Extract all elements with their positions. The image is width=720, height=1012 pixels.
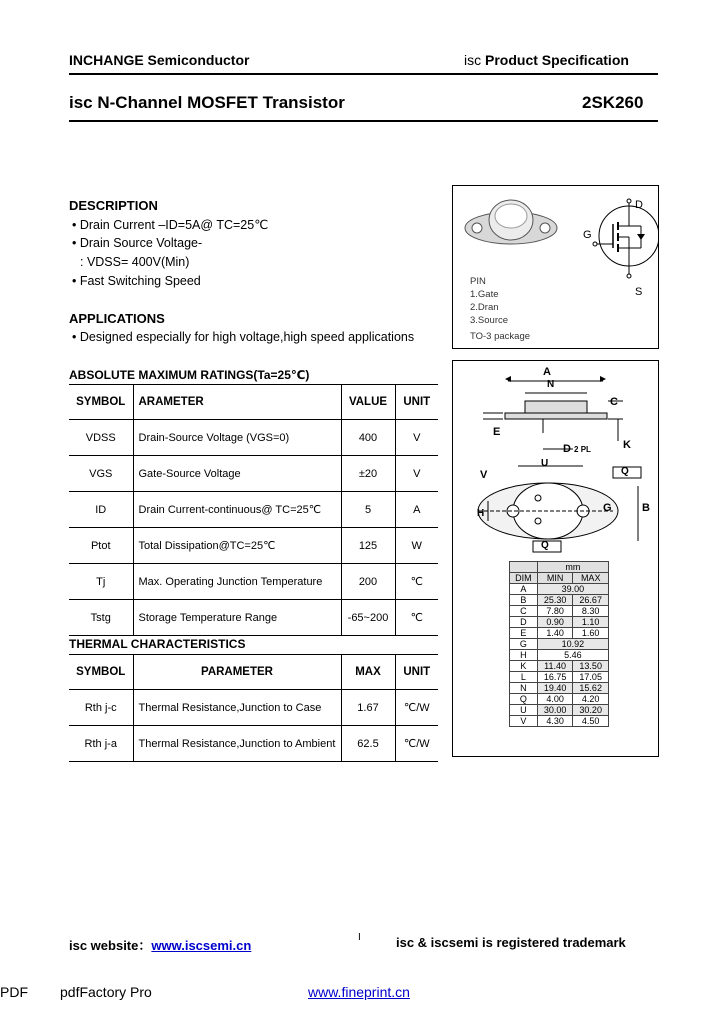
table-row <box>69 420 438 456</box>
dim-cell: 16.75 <box>537 672 573 683</box>
footer-mark: I <box>358 932 361 943</box>
dim-cell: 25.30 <box>537 595 573 606</box>
symbol-cell: Rth j-c <box>69 690 133 726</box>
dim-cell: 4.00 <box>537 694 573 705</box>
dim-label-c: C <box>610 396 618 408</box>
dim-cell: 1.10 <box>573 617 609 628</box>
symbol-cell: Tstg <box>69 600 133 636</box>
spec-text: Product Specification <box>485 52 629 68</box>
description-heading: DESCRIPTION <box>69 198 158 213</box>
dim-label-b: B <box>642 502 650 514</box>
dim-cell: C <box>510 606 538 617</box>
table-row <box>69 492 438 528</box>
dim-label-h: H <box>477 508 485 519</box>
pin-header: PIN <box>470 276 486 287</box>
fineprint-link-wrap <box>308 984 410 1000</box>
table-row <box>510 650 609 661</box>
table-row <box>510 606 609 617</box>
applications-item-1: • Designed especially for high voltage,high speed applications <box>72 330 415 344</box>
symbol-cell: Tj <box>69 564 133 600</box>
description-item-4: • Fast Switching Speed <box>72 274 201 288</box>
dim-cell: 1.40 <box>537 628 573 639</box>
symbol-cell: VGS <box>69 456 133 492</box>
website-link[interactable]: www.iscsemi.cn <box>151 938 252 953</box>
max-cell: 1.67 <box>341 690 395 726</box>
page-title: isc N-Channel MOSFET Transistor <box>69 93 345 112</box>
dim-label-n: N <box>547 379 555 390</box>
dimension-box <box>452 360 659 757</box>
symbol-cell: ID <box>69 492 133 528</box>
dim-cell: N <box>510 683 538 694</box>
symbol-d-label: D <box>635 199 643 211</box>
abs-max-heading: ABSOLUTE MAXIMUM RATINGS(Ta=25℃) <box>69 368 310 382</box>
col-unit: UNIT <box>395 655 438 690</box>
dim-label-d-letter: D <box>563 443 571 455</box>
table-row <box>69 726 438 762</box>
col-max: MAX <box>341 655 395 690</box>
table-row <box>510 716 609 727</box>
pdf-label: PDF <box>0 984 28 1000</box>
value-cell: ±20 <box>341 456 395 492</box>
unit-cell: ℃/W <box>395 690 438 726</box>
symbol-s-label: S <box>635 286 643 298</box>
dim-cell: D <box>510 617 538 628</box>
pin-3: 3.Source <box>470 315 509 326</box>
dim-cell: 30.20 <box>573 705 609 716</box>
parameter-cell: Drain-Source Voltage (VGS=0) <box>133 420 341 456</box>
pin-list <box>470 275 508 327</box>
dim-cell: 11.40 <box>537 661 573 672</box>
dim-cell: 13.50 <box>573 661 609 672</box>
dim-cell: 30.00 <box>537 705 573 716</box>
dim-label-a: A <box>543 366 551 378</box>
dim-cell: A <box>510 584 538 595</box>
parameter-cell: Thermal Resistance,Junction to Ambient <box>133 726 341 762</box>
thermal-heading: THERMAL CHARACTERISTICS <box>69 637 246 651</box>
parameter-cell: Max. Operating Junction Temperature <box>133 564 341 600</box>
description-item-1: • Drain Current –ID=5A@ TC=25℃ <box>72 218 269 232</box>
symbol-cell: Rth j-a <box>69 726 133 762</box>
dim-label-q-top: Q <box>621 466 629 477</box>
dim-cell: 39.00 <box>537 584 608 595</box>
unit-cell: V <box>395 456 438 492</box>
dim-label-u: U <box>541 458 549 469</box>
dim-cell: V <box>510 716 538 727</box>
dim-cell: U <box>510 705 538 716</box>
unit-cell: W <box>395 528 438 564</box>
description-item-3: : VDSS= 400V(Min) <box>80 255 190 269</box>
to3-package-icon <box>453 186 658 286</box>
dim-cell: 26.67 <box>573 595 609 606</box>
table-row <box>69 600 438 636</box>
dim-label-d-2pl: 2 PL <box>574 445 591 454</box>
dim-cell: K <box>510 661 538 672</box>
dim-cell: 4.20 <box>573 694 609 705</box>
table-row <box>510 661 609 672</box>
dim-col-dim: DIM <box>510 573 538 584</box>
dim-cell: 8.30 <box>573 606 609 617</box>
parameter-cell: Storage Temperature Range <box>133 600 341 636</box>
dim-cell: 15.62 <box>573 683 609 694</box>
applications-heading: APPLICATIONS <box>69 311 165 326</box>
parameter-cell: Thermal Resistance,Junction to Case <box>133 690 341 726</box>
table-row <box>510 584 609 595</box>
header-rule-1 <box>69 73 658 75</box>
package-outline-drawing <box>453 361 658 561</box>
parameter-cell: Gate-Source Voltage <box>133 456 341 492</box>
parameter-cell: Drain Current-continuous@ TC=25℃ <box>133 492 341 528</box>
spec-label <box>464 52 629 68</box>
thermal-table <box>69 655 438 762</box>
dim-cell: 10.92 <box>537 639 608 650</box>
unit-cell: ℃/W <box>395 726 438 762</box>
col-parameter: ARAMETER <box>133 385 341 420</box>
dim-label-e: E <box>493 426 501 438</box>
table-row <box>510 694 609 705</box>
dim-cell: L <box>510 672 538 683</box>
pin-2: 2.Dran <box>470 302 499 313</box>
value-cell: -65~200 <box>341 600 395 636</box>
dim-cell: 0.90 <box>537 617 573 628</box>
table-row <box>69 456 438 492</box>
dim-cell: 4.30 <box>537 716 573 727</box>
package-box <box>452 185 659 349</box>
dim-label-v: V <box>480 469 488 481</box>
dim-cell: Q <box>510 694 538 705</box>
col-value: VALUE <box>341 385 395 420</box>
dim-cell: B <box>510 595 538 606</box>
website-line <box>69 935 251 954</box>
pdf-tool: pdfFactory Pro <box>60 984 152 1000</box>
table-row <box>510 628 609 639</box>
col-symbol: SYMBOL <box>69 655 133 690</box>
dim-cell: 1.60 <box>573 628 609 639</box>
table-row <box>510 683 609 694</box>
symbol-cell: Ptot <box>69 528 133 564</box>
dim-cell: 17.05 <box>573 672 609 683</box>
dim-cell: G <box>510 639 538 650</box>
abs-max-table <box>69 385 438 636</box>
col-parameter: PARAMETER <box>133 655 341 690</box>
dim-cell: 4.50 <box>573 716 609 727</box>
max-cell: 62.5 <box>341 726 395 762</box>
value-cell: 125 <box>341 528 395 564</box>
dim-label-d <box>563 443 591 455</box>
dim-blank-header <box>510 562 538 573</box>
value-cell: 5 <box>341 492 395 528</box>
part-number: 2SK260 <box>582 93 644 112</box>
dim-col-min: MIN <box>537 573 573 584</box>
dim-cell: H <box>510 650 538 661</box>
dimension-table <box>509 561 609 727</box>
description-item-2: • Drain Source Voltage- <box>72 236 203 250</box>
spec-prefix: isc <box>464 52 482 68</box>
dim-cell: E <box>510 628 538 639</box>
unit-cell: ℃ <box>395 564 438 600</box>
dim-cell: 19.40 <box>537 683 573 694</box>
table-row <box>510 639 609 650</box>
dim-cell: 5.46 <box>537 650 608 661</box>
header-rule-2 <box>69 120 658 122</box>
dim-col-max: MAX <box>573 573 609 584</box>
parameter-cell: Total Dissipation@TC=25℃ <box>133 528 341 564</box>
symbol-g-label: G <box>583 229 592 241</box>
company-name: INCHANGE Semiconductor <box>69 52 250 68</box>
unit-cell: ℃ <box>395 600 438 636</box>
table-row <box>69 690 438 726</box>
unit-cell: A <box>395 492 438 528</box>
table-row <box>510 595 609 606</box>
table-row <box>69 564 438 600</box>
trademark-text: isc & iscsemi is registered trademark <box>396 935 626 950</box>
value-cell: 400 <box>341 420 395 456</box>
table-row <box>510 672 609 683</box>
fineprint-link[interactable]: www.fineprint.cn <box>308 984 410 1000</box>
value-cell: 200 <box>341 564 395 600</box>
dim-label-q-bottom: Q <box>541 540 549 551</box>
table-row <box>69 528 438 564</box>
unit-cell: V <box>395 420 438 456</box>
col-unit: UNIT <box>395 385 438 420</box>
dim-label-k: K <box>623 439 631 451</box>
package-name: TO-3 package <box>470 331 531 342</box>
dim-cell: 7.80 <box>537 606 573 617</box>
pin-1: 1.Gate <box>470 289 499 300</box>
col-symbol: SYMBOL <box>69 385 133 420</box>
table-row <box>510 705 609 716</box>
table-row <box>510 617 609 628</box>
dim-unit-header: mm <box>537 562 608 573</box>
symbol-cell: VDSS <box>69 420 133 456</box>
dim-label-g: G <box>603 502 612 514</box>
website-label: isc website： <box>69 938 152 953</box>
